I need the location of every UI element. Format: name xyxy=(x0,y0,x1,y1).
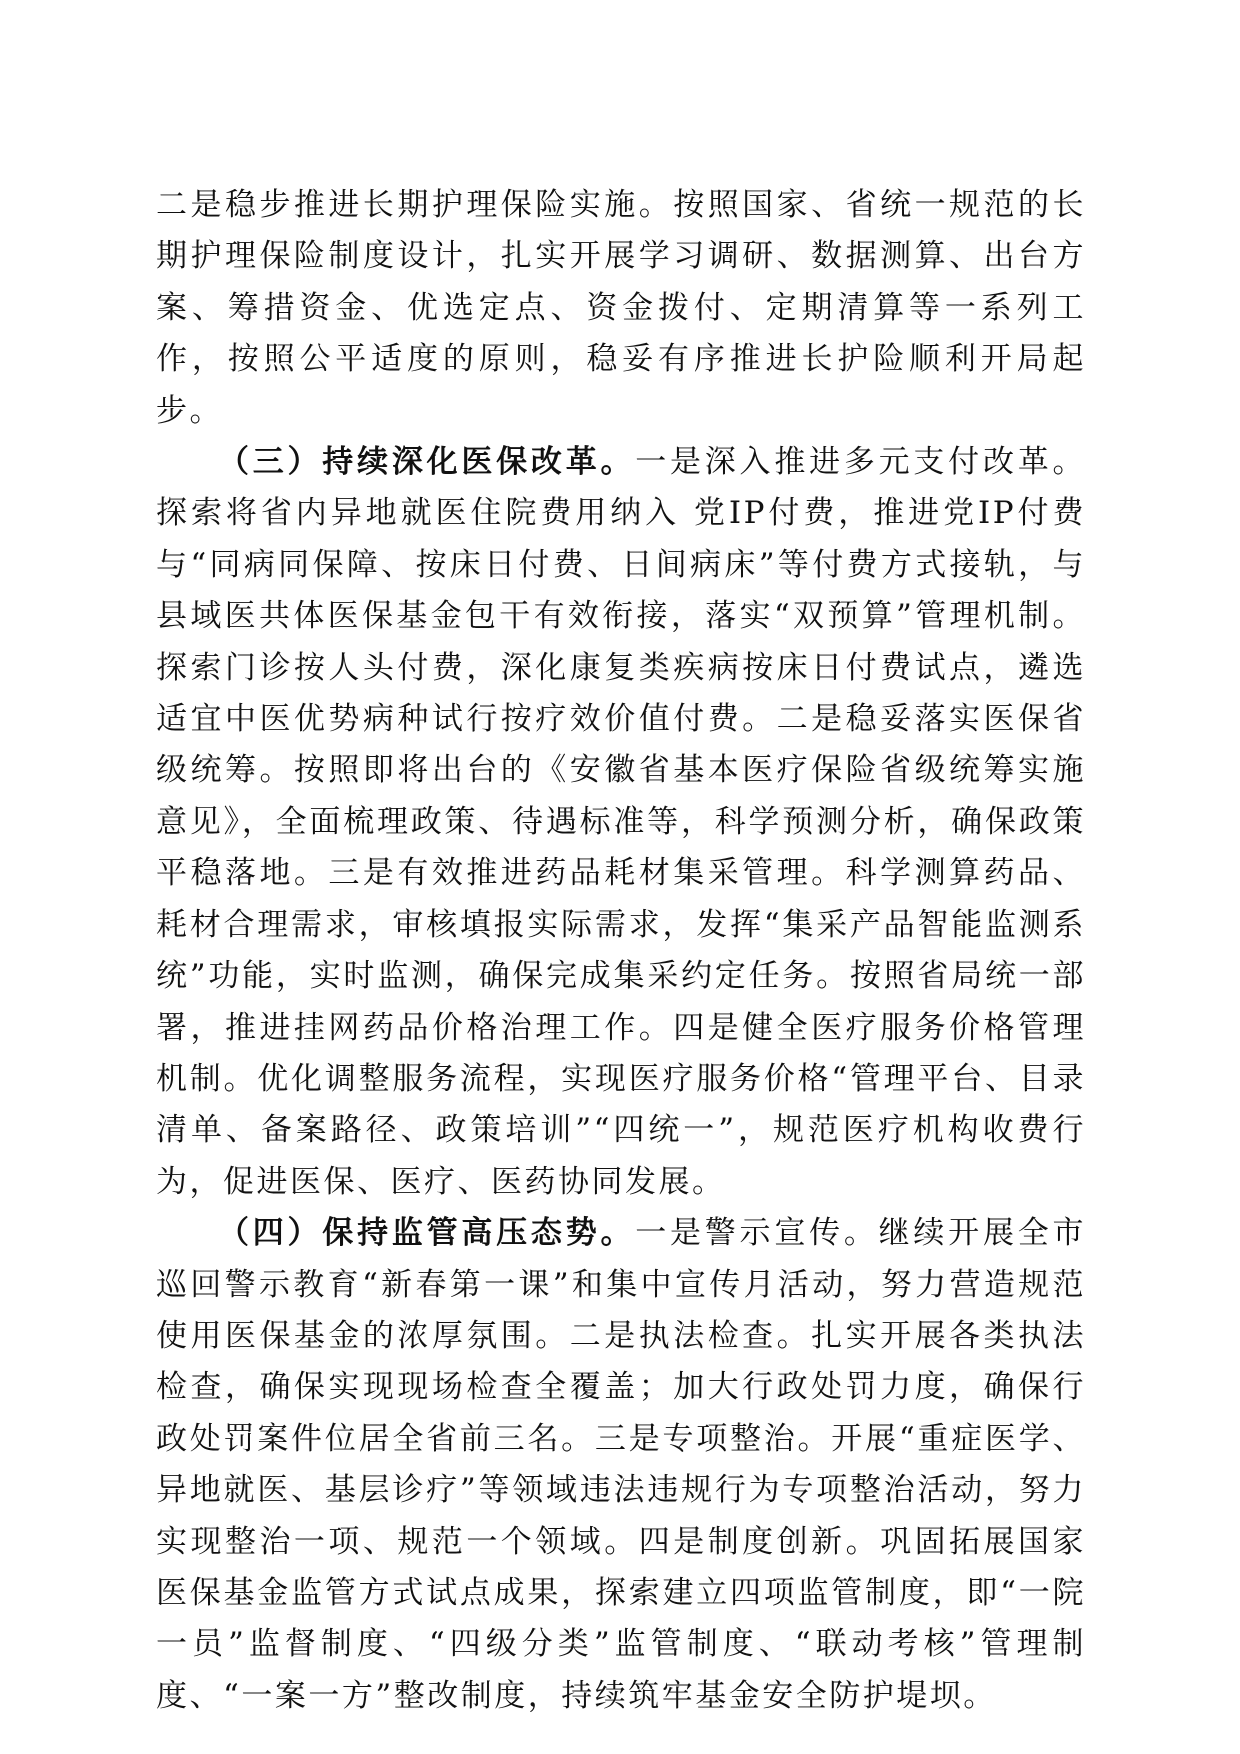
paragraph-supervision xyxy=(156,1208,1086,1722)
section-heading-supervision: （四）保持监管高压态势。 xyxy=(218,1215,636,1252)
paragraph-text: 一是深入推进多元支付改革。探索将省内异地就医住院费用纳入 党IP付费，推进党IP付费与“同病同保障、按床日付费、日间病床”等付费方式接轨，与县域医共体医保基金包干有效衔接，落实“双预算”管理机制。探索门诊按人头付费，深化康复类疾病按床日付费试点，遴选适宜中医优势病种试行按疗效价值付费。二是稳妥落实医保省级统筹。按照即将出台的《安徽省基本医疗保险省级统筹实施意见》，全面梳理政策、待遇标准等，科学预测分析，确保政策平稳落地。三是有效推进药品耗材集采管理。科学测算药品、耗材合理需求，审核填报实际需求，发挥“集采产品智能监测系统”功能，实时监测，确保完成集采约定任务。按照省局统一部署，推进挂网药品价格治理工作。四是健全医疗服务价格管理机制。优化调整服务流程，实现医疗服务价格“管理平台、目录清单、备案路径、政策培训”“四统一”，规范医疗机构收费行为，促进医保、医疗、医药协同发展。 xyxy=(156,444,1086,1200)
paragraph-medical-insurance-reform xyxy=(156,437,1086,1208)
paragraph-text: 二是稳步推进长期护理保险实施。按照国家、省统一规范的长期护理保险制度设计，扎实开展学习调研、数据测算、出台方案、筹措资金、优选定点、资金拨付、定期清算等一系列工作，按照公平适度的原则，稳妥有序推进长护险顺利开局起步。 xyxy=(156,187,1086,429)
document-body xyxy=(156,180,1086,1722)
section-heading-reform: （三）持续深化医保改革。 xyxy=(218,444,636,481)
paragraph-text: 一是警示宣传。继续开展全市巡回警示教育“新春第一课”和集中宣传月活动，努力营造规范使用医保基金的浓厚氛围。二是执法检查。扎实开展各类执法检查，确保实现现场检查全覆盖；加大行政处罚力度，确保行政处罚案件位居全省前三名。三是专项整治。开展“重症医学、异地就医、基层诊疗”等领域违法违规行为专项整治活动，努力实现整治一项、规范一个领域。四是制度创新。巩固拓展国家医保基金监管方式试点成果，探索建立四项监管制度，即“一院一员”监督制度、“四级分类”监管制度、“联动考核”管理制度、“一案一方”整改制度，持续筑牢基金安全防护堤坝。 xyxy=(156,1215,1086,1714)
paragraph-long-term-care xyxy=(156,180,1086,437)
